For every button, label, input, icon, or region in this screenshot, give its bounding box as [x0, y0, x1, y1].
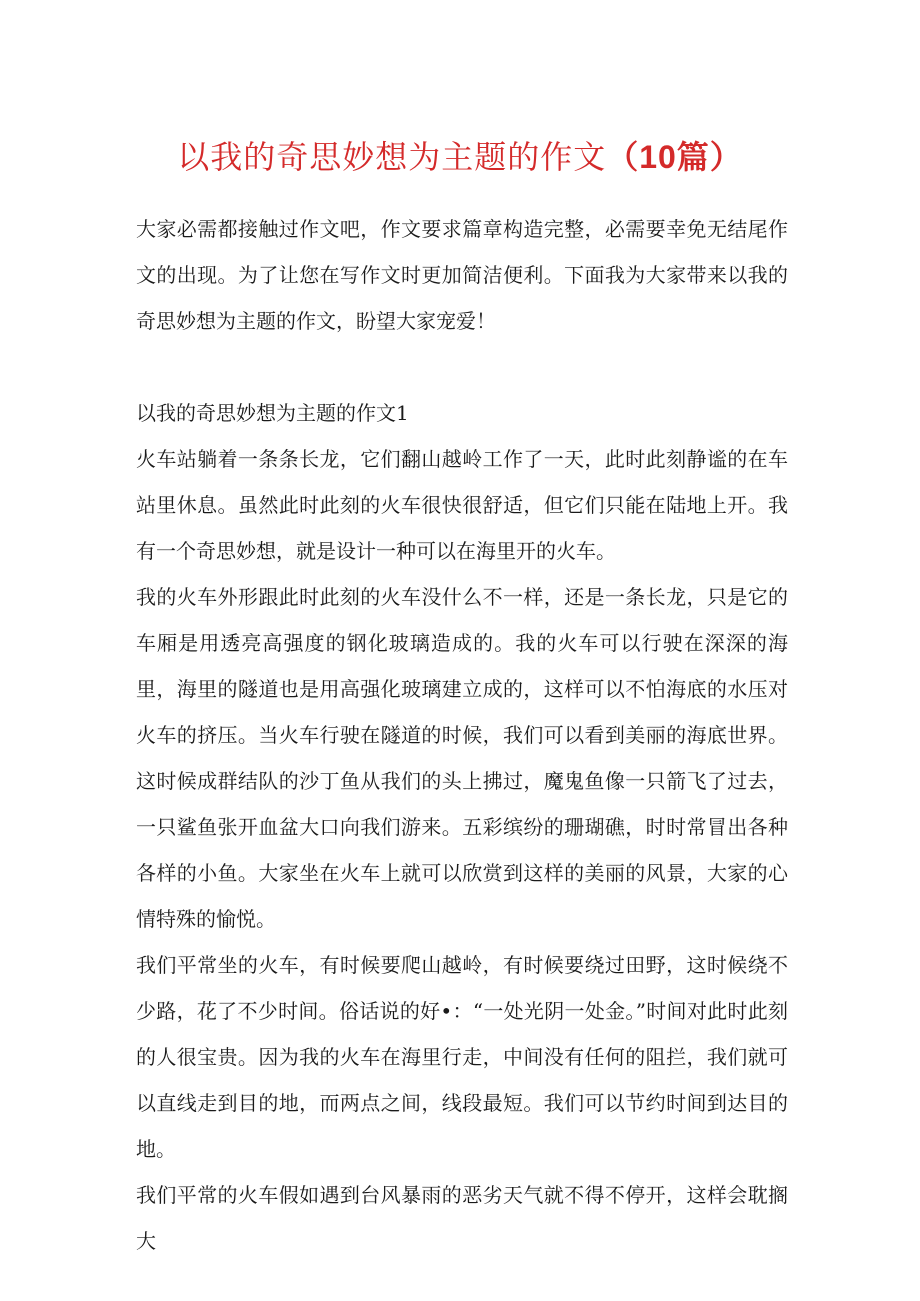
body-paragraph-4: 我们平常的火车假如遇到台风暴雨的恶劣天气就不得不停开，这样会耽搁大 — [136, 1183, 788, 1253]
intro-paragraph: 大家必需都接触过作文吧，作文要求篇章构造完整，必需要幸免无结尾作文的出现。为了让您在写作文时更加简洁便利。下面我为大家带来以我的奇思妙想为主题的作文，盼望大家宠爱！ — [136, 217, 788, 333]
title-main: 以我的奇思妙想为主题的作文 — [177, 138, 607, 176]
section-heading: 以我的奇思妙想为主题的作文1 — [136, 401, 409, 425]
document-title — [0, 133, 920, 181]
title-suffix: （10篇） — [606, 139, 743, 175]
body-paragraph-1: 火车站躺着一条条长龙，它们翻山越岭工作了一天，此时此刻静谧的在车站里休息。虽然此时此刻的火车很快很舒适，但它们只能在陆地上开。我有一个奇思妙想，就是设计一种可以在海里开的火车。 — [136, 447, 788, 563]
document-body — [136, 206, 788, 1264]
body-paragraph-2: 我的火车外形跟此时此刻的火车没什么不一样，还是一条长龙，只是它的车厢是用透亮高强度的钢化玻璃造成的。我的火车可以行驶在深深的海里，海里的隧道也是用高强化玻璃建立成的，这样可以不怕海底的水压对火车的挤压。当火车行驶在隧道的时候，我们可以看到美丽的海底世界。这时候成群结队的沙丁鱼从我们的头上拂过，魔鬼鱼像一只箭飞了过去，一只鲨鱼张开血盆大口向我们游来。五彩缤纷的珊瑚礁，时时常冒出各种各样的小鱼。大家坐在火车上就可以欣赏到这样的美丽的风景，大家的心情特殊的愉悦。 — [136, 585, 788, 931]
body-paragraph-3: 我们平常坐的火车，有时候要爬山越岭，有时候要绕过田野，这时候绕不少路，花了不少时间。俗话说的好•：“一处光阴一处金。”时间对此时此刻的人很宝贵。因为我的火车在海里行走，中间没有任何的阻拦，我们就可以直线走到目的地，而两点之间，线段最短。我们可以节约时间到达目的地。 — [136, 953, 788, 1161]
